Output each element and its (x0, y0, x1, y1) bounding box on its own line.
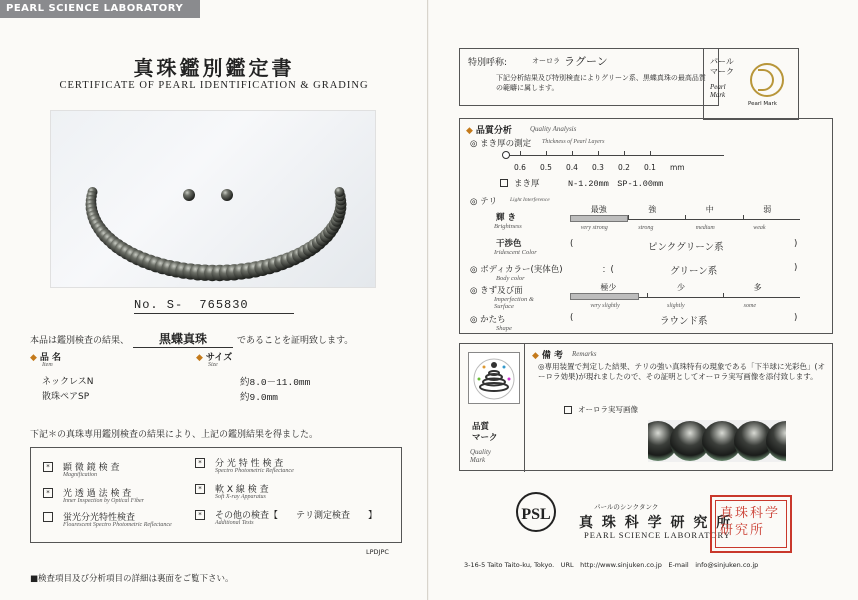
item-name-1: ネックレスN (42, 377, 94, 387)
iridescent-label-en: Iridescent Color (494, 249, 537, 256)
brightness-grade-label: 弱 (763, 205, 772, 214)
check-magnification-label: 顕 微 鏡 検 査 (63, 463, 120, 473)
earring-pearl (183, 189, 195, 201)
special-designation-prefix: オーロラ (532, 57, 560, 65)
brightness-tick (685, 215, 686, 220)
inspection-notice: 下記＊の真珠専用鑑別検査の結果により、上記の鑑別結果を得ました。 (30, 430, 319, 440)
psl-logo (515, 490, 557, 542)
check-spectro-en: Spectro Photometric Reflectance (215, 468, 294, 474)
certificate-title-jp: 真珠鑑別鑑定書 (133, 56, 295, 80)
check-spectro-label: 分 光 特 性 検 査 (215, 459, 284, 469)
brightness-grade-label: 最強 (590, 205, 607, 214)
thickness-value: N-1.20mm SP-1.00mm (568, 179, 664, 189)
brightness-grade-label: 強 (648, 205, 657, 214)
check-additional-en: Additional Tests (215, 520, 254, 526)
blemish-label-en: Imperfection & Surface (494, 296, 534, 310)
special-designation-box (459, 48, 719, 106)
shape-close-paren: ) (794, 313, 798, 323)
check-xray: * (195, 484, 205, 494)
check-optical-fiber: * (43, 488, 53, 498)
thickness-tick (520, 151, 521, 156)
quality-mark-label-en: Quality Mark (470, 448, 491, 464)
psl-logo-icon (515, 490, 557, 542)
thickness-label: まき厚 (514, 179, 540, 189)
body-color-label: ◎ ボディカラー(実体色) (470, 265, 563, 275)
brightness-label: 輝 き (496, 213, 516, 223)
brightness-level-bar (570, 215, 628, 222)
aurora-image-checkbox (564, 406, 572, 414)
check-xray-label: 軟 X 線 検 査 (215, 485, 269, 495)
inspection-checklist (30, 447, 402, 543)
shape-label-en: Shape (496, 325, 512, 332)
teri-label: ◎ テリ (470, 197, 498, 207)
quality-mark-rings (469, 353, 519, 403)
thickness-marker (502, 151, 510, 159)
quality-analysis-title: ◆ 品質分析 (466, 126, 512, 136)
check-optical-fiber-label: 光 透 過 法 検 査 (63, 489, 132, 499)
certificate-right-page (429, 0, 858, 600)
psl-logo-text: PSL (521, 506, 551, 523)
blemish-grade-label-en: very slightly (590, 303, 620, 309)
thickness-tick-label: 0.2 (618, 163, 630, 172)
pearl-mark-label-en: Pearl Mark (710, 83, 726, 99)
blemish-grade-label-en: some (743, 303, 756, 309)
blemish-grade-label-en: slightly (667, 303, 685, 309)
identification-result: 黒蝶真珠 (133, 330, 233, 348)
thickness-tick (624, 151, 625, 156)
statement-prefix: 本品は鑑別検査の結果、 (30, 336, 130, 346)
lab-tagline: パールのシンクタンク (594, 503, 659, 511)
necklace-illustration (51, 111, 376, 288)
size-header-en: Size (208, 362, 218, 368)
check-spectro: * (195, 458, 205, 468)
blemish-grade-label: 多 (753, 283, 762, 292)
item-size-1: 約8.0－11.0mm (240, 377, 311, 388)
special-designation-note: 下記分析結果及び特別検査によりグリーン系、黒蝶真珠の最高品質の範疇に属します。 (496, 74, 706, 92)
remarks-title-en: Remarks (572, 350, 597, 358)
thickness-title: ◎ まき厚の測定 (470, 139, 532, 149)
remarks-divider (524, 344, 525, 472)
shape-open-paren: ( (570, 313, 574, 323)
aurora-pearl (766, 421, 786, 461)
thickness-tick (572, 151, 573, 156)
brightness-tick (628, 215, 629, 220)
blemish-grade-label: 少 (677, 283, 685, 292)
remarks-box (459, 343, 833, 471)
remarks-title: ◆ 備 考 (532, 351, 564, 361)
certificate-left-page (0, 0, 428, 600)
body-color-close-paren: ) (794, 263, 798, 273)
check-additional: * (195, 510, 205, 520)
certificate-number (134, 298, 294, 314)
certificate-title-en: CERTIFICATE OF PEARL IDENTIFICATION & GRADING (59, 80, 369, 91)
item-name-2: 散珠ペアSP (42, 392, 90, 402)
official-seal (710, 495, 792, 553)
brightness-label-en: Brightness (494, 223, 522, 230)
seal-text: 真珠科学研究所 (720, 506, 781, 538)
thickness-tick-label: 0.5 (540, 163, 552, 172)
document-code: LPDJPC (366, 548, 389, 556)
brightness-grade-label-en: weak (753, 225, 766, 231)
blemish-tick (723, 293, 724, 298)
body-color-value: グリーン系 (670, 266, 718, 277)
check-fluorescent (43, 512, 53, 522)
iridescent-close-paren: ) (794, 239, 798, 249)
statement-suffix: であることを証明致します。 (237, 336, 354, 346)
certificate-number-value: 765830 (199, 298, 249, 312)
aurora-pearls (648, 420, 786, 462)
thickness-tick-label: 0.6 (514, 163, 526, 172)
certificate-number-label: No. S- (134, 298, 184, 312)
item-header-en: Item (42, 362, 53, 368)
identification-statement (30, 330, 410, 348)
pearl-mark-logo-text: Pearl Mark (748, 101, 777, 107)
thickness-tick (650, 151, 651, 156)
quality-analysis-title-en: Quality Analysis (530, 125, 577, 133)
brightness-grade-label-en: very strong (580, 225, 608, 231)
thickness-checkbox (500, 179, 508, 187)
earring-pearl (221, 189, 233, 201)
pearl-necklace-photo (50, 110, 376, 288)
check-additional-label: その他の検査【 テリ測定検査 】 (215, 511, 378, 521)
teri-label-en: Light Interference (510, 197, 550, 203)
thickness-title-en: Thickness of Pearl Layers (542, 139, 605, 145)
body-color-colon: ：( (602, 265, 614, 275)
pearl-mark-box (703, 48, 799, 120)
thickness-tick (546, 151, 547, 156)
check-fluorescent-label: 蛍光分光特性検査 (63, 513, 136, 523)
quality-mark-icon (468, 352, 520, 404)
body-color-label-en: Body color (496, 275, 525, 282)
aurora-image-label: オーロラ実写画像 (578, 405, 638, 414)
special-designation-label: 特別呼称: (468, 58, 508, 68)
thickness-scale-line (506, 155, 724, 156)
blemish-label: ◎ きず及び面 (470, 286, 523, 296)
shape-value: ラウンド系 (660, 316, 708, 327)
thickness-tick (598, 151, 599, 156)
pearl-mark-label: パール マーク (710, 57, 734, 76)
lab-name: 真 珠 科 学 研 究 所 (579, 515, 733, 531)
item-size-2: 約9.0mm (240, 392, 279, 403)
check-fluorescent-en: Flourescent Spectro Photometric Reflectance (63, 522, 172, 528)
thickness-tick-label: 0.1 (644, 163, 656, 172)
iridescent-value: ピンクグリーン系 (648, 242, 724, 253)
blemish-level-bar (570, 293, 639, 300)
iridescent-open-paren: ( (570, 239, 574, 249)
footnote: ■検査項目及び分析項目の詳細は裏面をご覧下さい。 (30, 574, 234, 584)
lab-name-en: PEARL SCIENCE LABORATORY (584, 530, 731, 540)
quality-mark-label: 品質 マーク (472, 422, 498, 443)
item-header: ◆ 品 名 (30, 353, 62, 363)
check-xray-en: Soft X-ray Apparatus (215, 494, 266, 500)
iridescent-label: 干渉色 (496, 239, 522, 249)
size-header: ◆ サイズ (196, 353, 233, 363)
lab-address: 3-16-5 Taito Taito-ku, Tokyo. URL http://www.sinjuken.co.jp E-mail info@sinjuken.co.jp (464, 561, 759, 569)
thickness-tick-label: mm (670, 163, 685, 172)
remarks-text: ◎専用装置で判定した結果、テリの強い真珠特有の現象である「下半球に光彩色」(オーロラ効果)が現れましたので、その証明としてオーロラ実写画像を添付致します。 (538, 362, 825, 381)
blemish-tick (647, 293, 648, 298)
brightness-grade-label: 中 (705, 205, 714, 214)
brightness-grade-label-en: medium (695, 225, 715, 231)
thickness-tick-label: 0.4 (566, 163, 578, 172)
quality-analysis-box (459, 118, 833, 334)
lab-banner: PEARL SCIENCE LABORATORY (0, 0, 200, 18)
check-optical-fiber-en: Inner Inspection by Optical Fiber (63, 498, 144, 504)
blemish-grade-label: 極少 (600, 283, 617, 292)
brightness-tick (743, 215, 744, 220)
thickness-tick-label: 0.3 (592, 163, 604, 172)
aurora-photo (648, 420, 786, 462)
shape-label: ◎ かたち (470, 315, 506, 325)
necklace-pearl (335, 187, 345, 197)
check-magnification-en: Magnification (63, 472, 97, 478)
check-magnification: * (43, 462, 53, 472)
special-designation-value: ラグーン (564, 55, 608, 68)
brightness-grade-label-en: strong (638, 225, 654, 231)
